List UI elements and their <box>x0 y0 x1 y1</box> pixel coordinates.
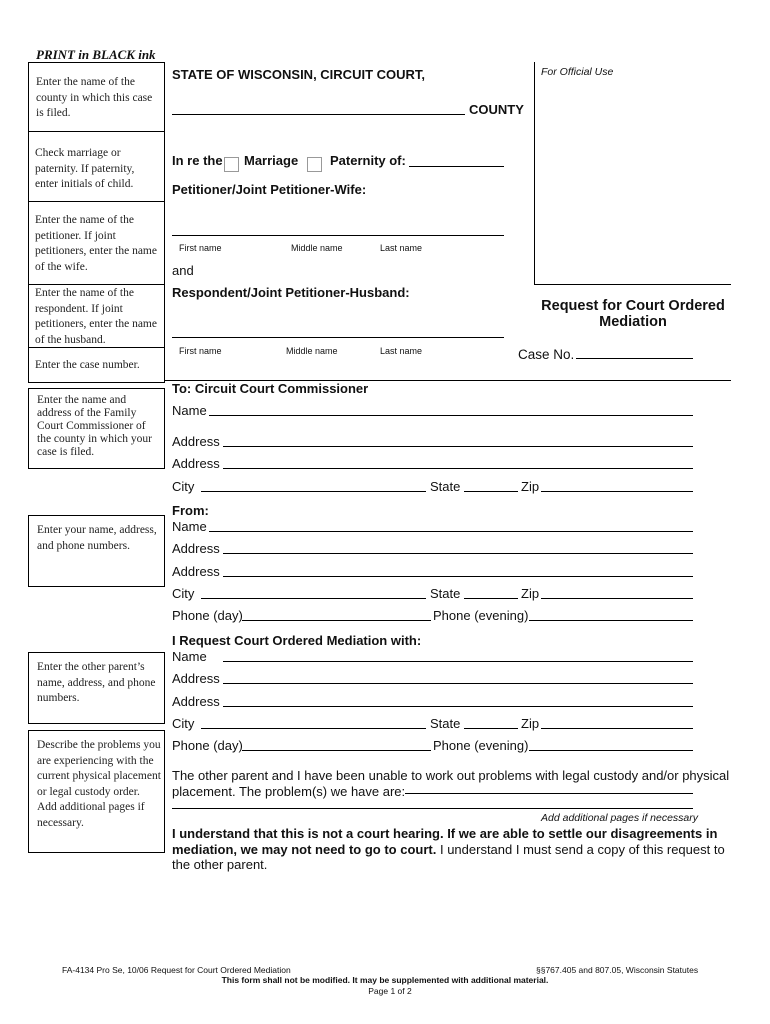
official-use-label: For Official Use <box>541 66 614 78</box>
to-name-line[interactable] <box>209 415 693 416</box>
petitioner-name-line[interactable] <box>172 235 504 236</box>
mediation-phone-day-line[interactable] <box>242 750 431 751</box>
to-address-line-2[interactable] <box>223 468 693 469</box>
from-state-line[interactable] <box>464 598 518 599</box>
mediation-name-line[interactable] <box>223 661 693 662</box>
in-re-label: In re the <box>172 153 223 168</box>
mediation-address-label: Address <box>172 694 220 709</box>
case-no-line[interactable] <box>576 358 693 359</box>
to-address-label: Address <box>172 456 220 471</box>
from-phone-day-line[interactable] <box>242 620 431 621</box>
hint-marriage-text: Check marriage or paternity. If paternity, enter initials of child. <box>35 147 135 190</box>
mediation-address-line-2[interactable] <box>223 706 693 707</box>
problems-statement-line2: placement. The problem(s) we have are: <box>172 783 406 799</box>
understanding-line3: the other parent. <box>172 857 268 872</box>
document-title <box>535 298 731 330</box>
and-label: and <box>172 263 194 278</box>
problems-statement-line1: The other parent and I have been unable to work out problems with legal custody and/or physical <box>172 768 730 783</box>
from-name-line[interactable] <box>209 531 693 532</box>
mediation-address-label: Address <box>172 671 220 686</box>
marriage-checkbox[interactable] <box>224 157 239 172</box>
to-address-label: Address <box>172 434 220 449</box>
mediation-phone-day-label: Phone (day) <box>172 738 243 753</box>
from-zip-label: Zip <box>521 586 540 601</box>
to-city-line[interactable] <box>201 491 426 492</box>
from-phone-day-label: Phone (day) <box>172 608 243 623</box>
hint-divider <box>28 201 165 202</box>
hint-box-your-info <box>28 515 165 587</box>
to-zip-label: Zip <box>521 479 540 494</box>
from-address-line-2[interactable] <box>223 576 693 577</box>
from-state-label: State <box>430 586 461 601</box>
footer-page-number: Page 1 of 2 <box>368 986 412 996</box>
mediation-state-line[interactable] <box>464 728 518 729</box>
county-label: COUNTY <box>469 102 524 117</box>
understanding-statement <box>172 826 725 873</box>
hint-county-text: Enter the name of the county in which this case is filed. <box>36 76 153 119</box>
middle-name-caption: Middle name <box>291 243 343 253</box>
official-use-border <box>534 62 535 284</box>
hint-box-commissioner <box>28 388 165 469</box>
official-use-border <box>534 284 731 285</box>
from-name-label: Name <box>172 519 207 534</box>
hint-box-problems <box>28 730 165 853</box>
hint-box-other-parent <box>28 652 165 724</box>
problems-line-2[interactable] <box>172 808 693 809</box>
understanding-line2: I understand I must send a copy of this request to <box>436 841 725 857</box>
hint-respondent-text: Enter the name of the respondent. If joint petitioners, enter the name of the husband. <box>35 287 157 346</box>
hint-petitioner-text: Enter the name of the petitioner. If joint petitioners, enter the name of the wife. <box>35 214 157 273</box>
to-state-line[interactable] <box>464 491 518 492</box>
hint-your-info-text: Enter your name, address, and phone numbers. <box>37 524 157 552</box>
footer-form-id: FA-4134 Pro Se, 10/06 Request for Court Ordered Mediation <box>62 965 291 975</box>
problems-line-1[interactable] <box>405 793 693 794</box>
mediation-phone-evening-label: Phone (evening) <box>433 738 529 753</box>
understanding-line1: I understand that this is not a court hearing. If we are able to settle our disagreements in <box>172 826 718 841</box>
first-name-caption: First name <box>179 346 222 356</box>
mediation-heading: I Request Court Ordered Mediation with: <box>172 633 422 648</box>
paternity-label: Paternity of: <box>330 153 406 168</box>
respondent-label: Respondent/Joint Petitioner-Husband: <box>172 285 410 300</box>
from-address-line-1[interactable] <box>223 553 693 554</box>
to-heading: To: Circuit Court Commissioner <box>172 381 369 396</box>
paternity-checkbox[interactable] <box>307 157 322 172</box>
footer-statutes: §§767.405 and 807.05, Wisconsin Statutes <box>536 965 699 975</box>
hint-commissioner-text: Enter the name and address of the Family Court Commissioner of the county in which your case is filed. <box>37 394 152 458</box>
last-name-caption: Last name <box>380 346 423 356</box>
to-zip-line[interactable] <box>541 491 693 492</box>
hint-box-county <box>28 62 165 132</box>
from-phone-evening-label: Phone (evening) <box>433 608 529 623</box>
hint-divider <box>28 284 165 285</box>
mediation-state-label: State <box>430 716 461 731</box>
to-state-label: State <box>430 479 461 494</box>
document-title-line2: Mediation <box>599 314 667 330</box>
from-zip-line[interactable] <box>541 598 693 599</box>
from-address-label: Address <box>172 541 220 556</box>
from-city-label: City <box>172 586 195 601</box>
footer-notice: This form shall not be modified. It may be supplemented with additional material. <box>221 975 549 985</box>
from-address-label: Address <box>172 564 220 579</box>
print-instruction: PRINT in BLACK ink <box>36 47 156 62</box>
last-name-caption: Last name <box>380 243 423 253</box>
problems-statement <box>172 768 729 799</box>
marriage-label: Marriage <box>244 153 299 168</box>
first-name-caption: First name <box>179 243 222 253</box>
middle-name-caption: Middle name <box>286 346 338 356</box>
court-heading: STATE OF WISCONSIN, CIRCUIT COURT, <box>172 67 426 82</box>
to-name-label: Name <box>172 403 207 418</box>
to-address-line-1[interactable] <box>223 446 693 447</box>
mediation-name-label: Name <box>172 649 207 664</box>
hint-case-number-text: Enter the case number. <box>35 359 140 371</box>
mediation-phone-evening-line[interactable] <box>529 750 693 751</box>
understanding-line2-bold: mediation, we may not need to go to court. <box>172 841 437 857</box>
mediation-city-label: City <box>172 716 195 731</box>
case-no-label: Case No. <box>518 347 575 362</box>
add-pages-note: Add additional pages if necessary <box>541 812 699 824</box>
respondent-name-line[interactable] <box>172 337 504 338</box>
document-title-line1: Request for Court Ordered <box>541 298 725 314</box>
mediation-zip-label: Zip <box>521 716 540 731</box>
county-input-line[interactable] <box>172 114 465 115</box>
mediation-city-line[interactable] <box>201 728 426 729</box>
hint-other-parent-text: Enter the other parent’s name, address, and phone numbers. <box>37 661 156 704</box>
to-city-label: City <box>172 479 195 494</box>
mediation-zip-line[interactable] <box>541 728 693 729</box>
hint-problems-text: Describe the problems you are experiencing with the current physical placement or legal custody order. Add additional pages if necessary. <box>37 739 161 829</box>
from-city-line[interactable] <box>201 598 426 599</box>
from-phone-evening-line[interactable] <box>529 620 693 621</box>
from-heading: From: <box>172 503 209 518</box>
mediation-address-line-1[interactable] <box>223 683 693 684</box>
child-initials-line[interactable] <box>409 166 504 167</box>
petitioner-label: Petitioner/Joint Petitioner-Wife: <box>172 182 367 197</box>
